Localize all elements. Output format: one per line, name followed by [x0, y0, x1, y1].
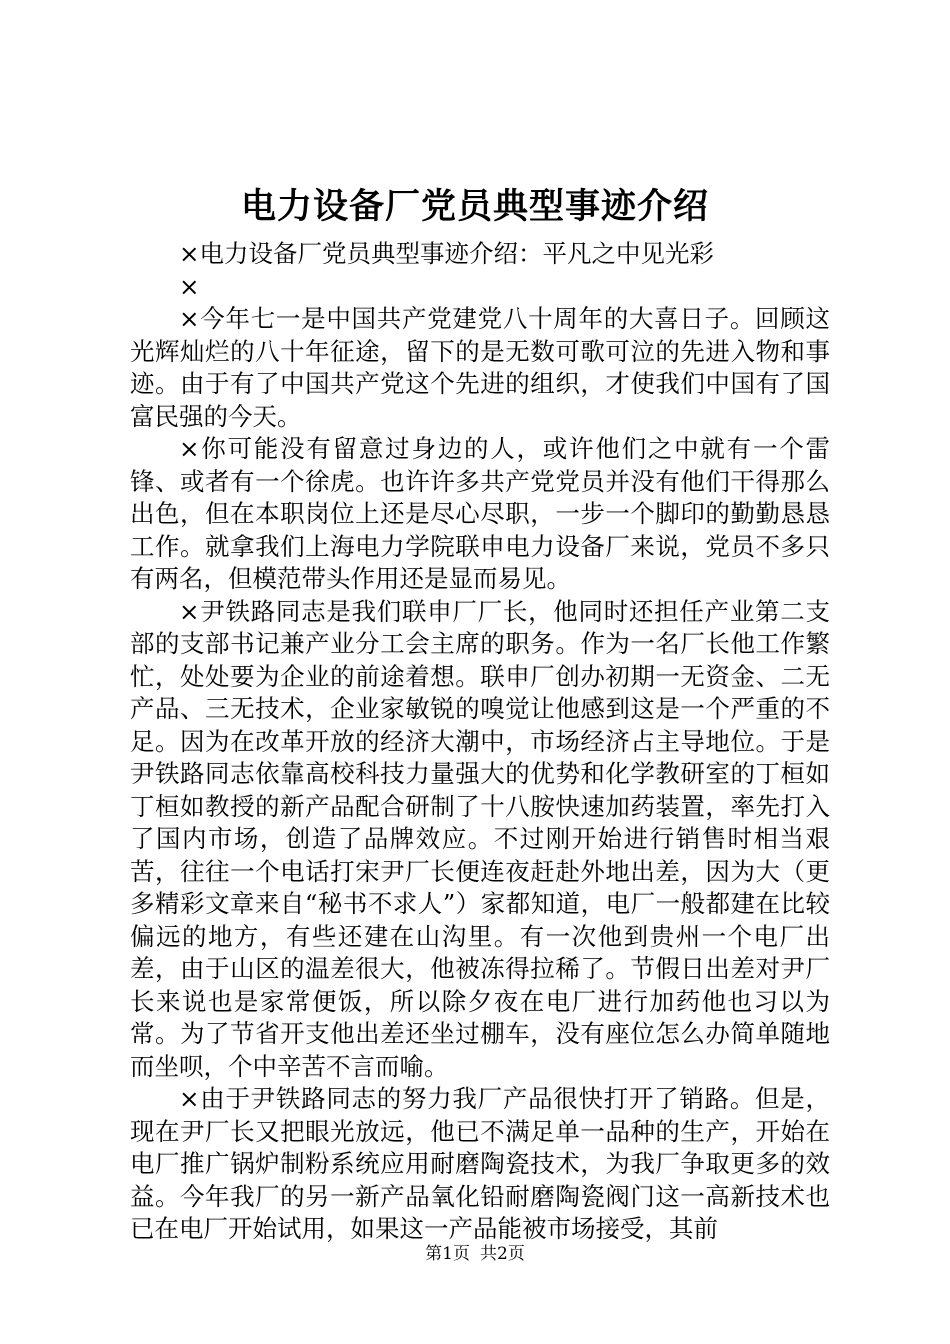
paragraph-background: ×你可能没有留意过身边的人，或许他们之中就有一个雷锋、或者有一个徐虎。也许许多共产党党员并没有他们干得那么出色，但在本职岗位上还是尽心尽职，一步一个脚印的勤勤恳恳工作。就拿我们上海电力学院联申电力设备厂来说，党员不多只有两名，但模范带头作用还是显而易见。: [130, 434, 830, 593]
paragraph-subtitle: ×电力设备厂党员典型事迹介绍：平凡之中见光彩: [179, 239, 715, 268]
paragraph-new-products: ×由于尹铁路同志的努力我厂产品很快打开了销路。但是，现在尹厂长又把眼光放远，他已不满足单一品种的生产，开始在电厂推广锅炉制粉系统应用耐磨陶瓷技术，为我厂争取更多的效益。今年我厂的另一新产品氧化铅耐磨陶瓷阀门这一高新技术也已在电厂开始试用，如果这一产品能被市场接受，其前: [130, 1084, 830, 1243]
paragraph-yin-tielu: ×尹铁路同志是我们联申厂厂长，他同时还担任产业第二支部的支部书记兼产业分工会主席的职务。作为一名厂长他工作繁忙，处处要为企业的前途着想。联申厂创办初期一无资金、二无产品、三无技术，企业家敏锐的嗅觉让他感到这是一个严重的不足。因为在改革开放的经济大潮中，市场经济占主导地位。于是尹铁路同志依靠高校科技力量强大的优势和化学教研室的丁桓如丁桓如教授的新产品配合研制了十八胺快速加药装置，率先打入了国内市场，创造了品牌效应。不过刚开始进行销售时相当艰苦，往往一个电话打宋尹厂长便连夜赶赴外地出差，因为大（更多精彩文章来自“秘书不求人”）家都知道，电厂一般都建在比较偏远的地方，有些还建在山沟里。有一次他到贵州一个电厂出差，由于山区的温差很大，他被冻得拉稀了。节假日出差对尹厂长来说也是家常便饭，所以除夕夜在电厂进行加药他也习以为常。为了节省开支他出差还坐过棚车，没有座位怎么办简单随地而坐呗，个中辛苦不言而喻。: [130, 596, 830, 1081]
paragraph-marker: ×: [179, 271, 200, 301]
document-body: [130, 238, 830, 1246]
page-footer: [0, 1242, 950, 1266]
paragraph-intro: ×今年七一是中国共产党建党八十周年的大喜日子。回顾这光辉灿烂的八十年征途，留下的是无数可歌可泣的先进入物和事迹。由于有了中国共产党这个先进的组织，才使我们中国有了国富民强的今天。: [130, 304, 830, 431]
document-title: 电力设备厂党员典型事迹介绍: [240, 186, 709, 227]
page-number: 第1页: [425, 1244, 470, 1264]
page-total: 共2页: [480, 1244, 525, 1264]
